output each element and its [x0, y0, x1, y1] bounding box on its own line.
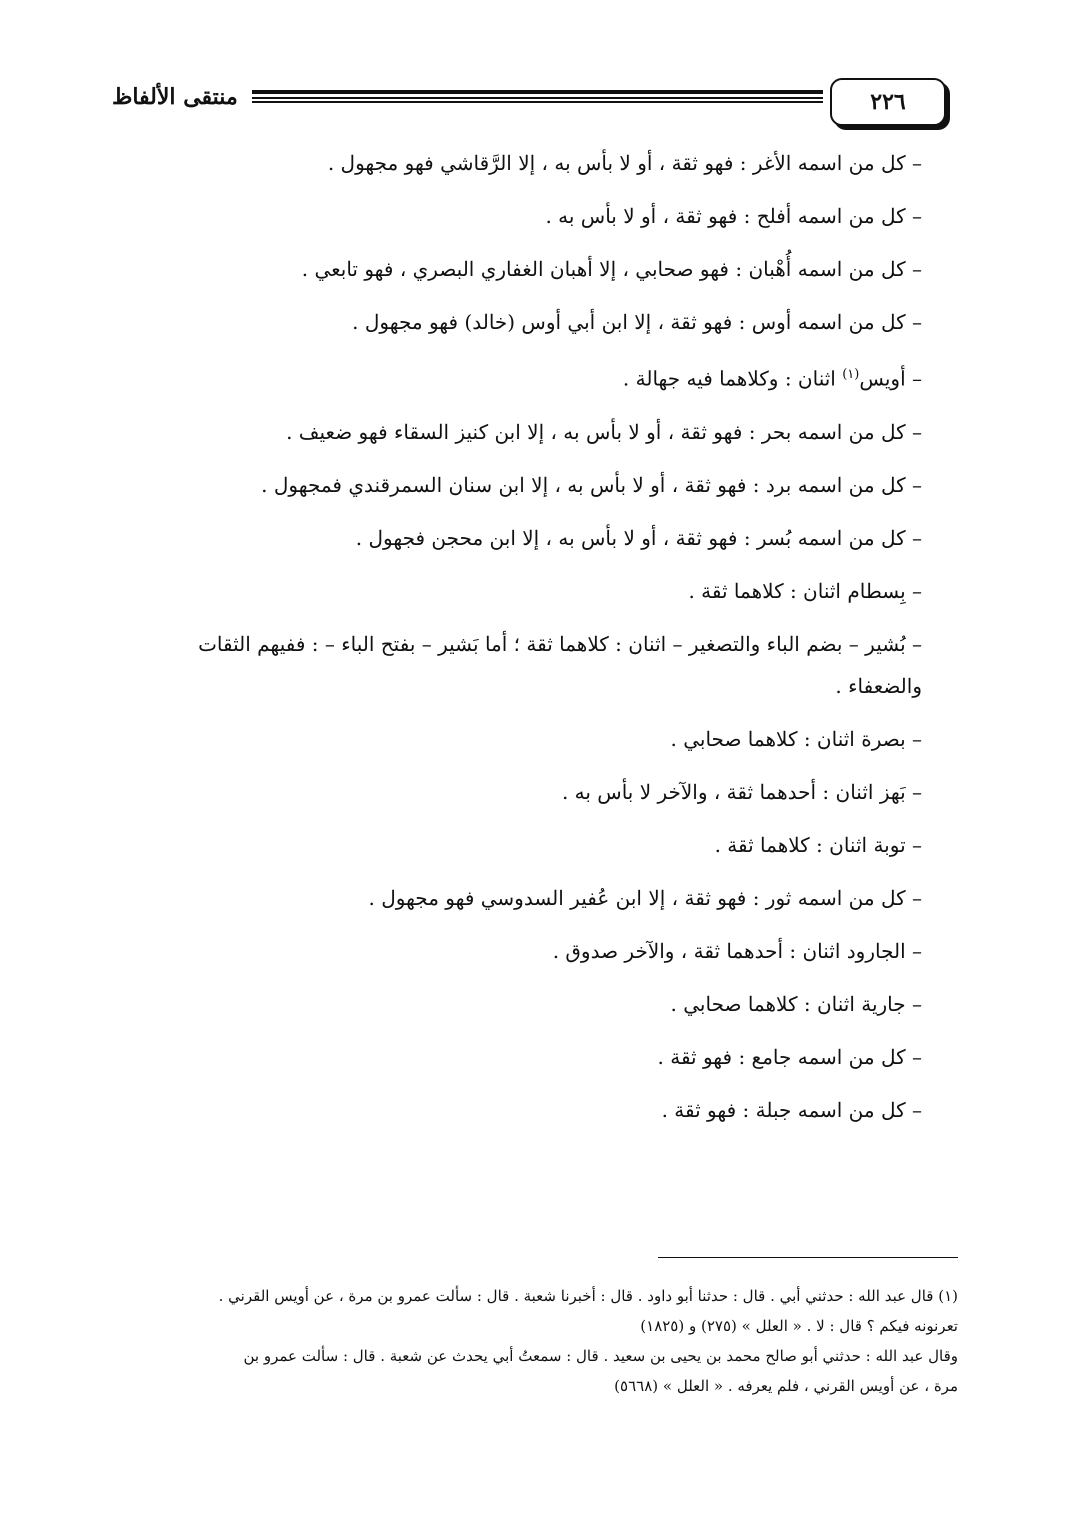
entry-line-continuation: والضعفاء .	[835, 673, 922, 698]
header-rule-thin	[252, 97, 823, 99]
entry-line: – كل من اسمه برد : فهو ثقة ، أو لا بأس به ، إلا ابن سنان السمرقندي فمجهول .	[261, 472, 922, 497]
entry-line: – الجارود اثنان : أحدهما ثقة ، والآخر صدوق .	[552, 938, 922, 963]
entry-line: – كل من اسمه أُهْبان : فهو صحابي ، إلا أهبان الغفاري البصري ، فهو تابعي .	[301, 257, 922, 281]
entry-text: اثنان : وكلاهما فيه جهالة .	[622, 366, 843, 391]
footnote-line: (١) قال عبد الله : حدثني أبي . قال : حدثنا أبو داود . قال : أخبرنا شعبة . قال : سألت عمرو بن مرة ، عن أويس القرني .	[218, 1287, 958, 1305]
entry-line: – كل من اسمه بحر : فهو ثقة ، أو لا بأس به ، إلا ابن كنيز السقاء فهو ضعيف .	[286, 419, 922, 444]
footnotes	[112, 1283, 958, 1403]
footnote-marker[interactable]: (١)	[842, 367, 860, 382]
main-text	[112, 148, 922, 1148]
entry-line: – بصرة اثنان : كلاهما صحابي .	[670, 726, 922, 751]
book-title: منتقى الألفاظ	[112, 84, 238, 110]
entry-line	[112, 360, 922, 394]
footnote-line: تعرنونه فيكم ؟ قال : لا . « العلل » (٢٧٥) و (١٨٢٥)	[640, 1317, 958, 1335]
entry-line: – كل من اسمه جبلة : فهو ثقة .	[661, 1097, 922, 1122]
entry-line: – كل من اسمه بُسر : فهو ثقة ، أو لا بأس به ، إلا ابن محجن فجهول .	[355, 525, 922, 550]
header-rule	[252, 90, 823, 104]
page-header	[112, 70, 958, 132]
entry-line: – توبة اثنان : كلاهما ثقة .	[714, 832, 922, 857]
footnote-separator	[658, 1257, 958, 1258]
entry-line: – بَهز اثنان : أحدهما ثقة ، والآخر لا بأس به .	[561, 779, 922, 804]
footnote-line: وقال عبد الله : حدثني أبو صالح محمد بن يحيى بن سعيد . قال : سمعتُ أبي يحدث عن شعبة . قال : سألت عمرو بن	[243, 1347, 958, 1365]
entry-line: – كل من اسمه الأغر : فهو ثقة ، أو لا بأس به ، إلا الرَّقاشي فهو مجهول .	[327, 151, 922, 175]
entry-line: – كل من اسمه أوس : فهو ثقة ، إلا ابن أبي أوس (خالد) فهو مجهول .	[352, 310, 922, 334]
page-number: ٢٢٦	[830, 78, 946, 126]
footnote-line: مرة ، عن أويس القرني ، فلم يعرفه . « العلل » (٥٦٦٨)	[614, 1377, 958, 1395]
entry-line: – جارية اثنان : كلاهما صحابي .	[670, 991, 922, 1016]
header-rule-thin	[252, 101, 823, 103]
entry-line: – كل من اسمه أفلح : فهو ثقة ، أو لا بأس به .	[545, 204, 922, 228]
header-rule-thick	[252, 90, 823, 94]
entry-text: – أويس	[859, 366, 922, 391]
entry-line: – بِسطام اثنان : كلاهما ثقة .	[688, 578, 922, 603]
entry-line: – كل من اسمه ثور : فهو ثقة ، إلا ابن عُفير السدوسي فهو مجهول .	[368, 885, 922, 910]
entry-line: – بُشير – بضم الباء والتصغير – اثنان : كلاهما ثقة ؛ أما بَشير – بفتح الباء – : ففيهم الثقات	[198, 631, 922, 656]
entry-line: – كل من اسمه جامع : فهو ثقة .	[657, 1044, 922, 1069]
